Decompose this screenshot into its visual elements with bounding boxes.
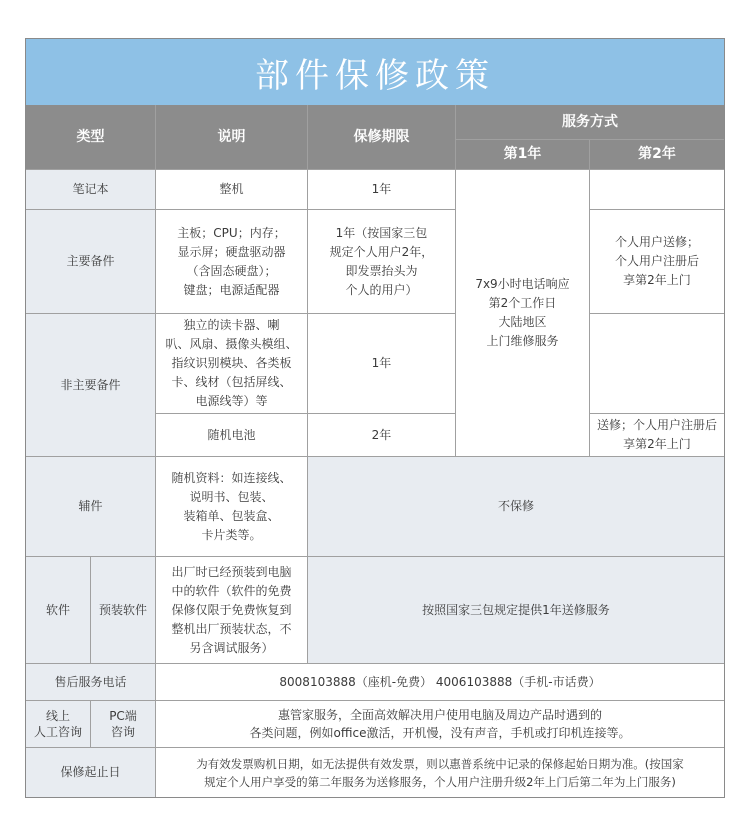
row-software-subtype: 预装软件 [91,557,156,664]
row-notebook-period: 1年 [308,170,456,210]
row-battery-year-2: 送修；个人用户注册后 享第2年上门 [590,414,724,457]
header-service-method: 服务方式 [456,105,724,140]
row-main-parts-year-2: 个人用户送修； 个人用户注册后 享第2年上门 [590,210,724,314]
row-battery-period: 2年 [308,414,456,457]
row-accessories-description: 随机资料：如连接线、 说明书、包装、 装箱单、包装盒、 卡片类等。 [156,457,308,557]
row-hotline-value: 8008103888（座机-免费） 4006103888（手机-市话费） [156,664,724,701]
row-main-parts-period: 1年（按国家三包 规定个人用户2年， 即发票抬头为 个人的用户） [308,210,456,314]
row-software-description: 出厂时已经预装到电脑 中的软件（软件的免费 保修仅限于免费恢复到 整机出厂预装状态，不 另含调试服务） [156,557,308,664]
header-description: 说明 [156,105,308,170]
row-main-parts-description: 主板；CPU；内存； 显示屏；硬盘驱动器 （含固态硬盘）； 键盘；电源适配器 [156,210,308,314]
row-notebook-description: 整机 [156,170,308,210]
header-year-2: 第2年 [590,140,724,170]
page-title: 部件保修政策 [26,39,724,105]
row-main-parts-type: 主要备件 [26,210,156,314]
row-notebook-year-2 [590,170,724,210]
row-online-value: 惠管家服务，全面高效解决用户使用电脑及周边产品时遇到的 各类问题，例如office激活，开机慢，没有声音，手机或打印机连接等。 [156,701,724,748]
row-accessories-service: 不保修 [308,457,724,557]
row-software-type: 软件 [26,557,91,664]
warranty-policy-table [25,38,725,798]
row-accessories-type: 辅件 [26,457,156,557]
header-warranty-period: 保修期限 [308,105,456,170]
row-start-type: 保修起止日 [26,748,156,797]
row-software-service: 按照国家三包规定提供1年送修服务 [308,557,724,664]
row-notebook-type: 笔记本 [26,170,156,210]
row-non-main-parts-period: 1年 [308,314,456,414]
row-online-type: 线上 人工咨询 [26,701,91,748]
row-non-main-parts-description: 独立的读卡器、喇 叭、风扇、摄像头模组、 指纹识别模块、各类板 卡、线材（包括屏线、 电源线等）等 [156,314,308,414]
row-non-main-parts-type: 非主要备件 [26,314,156,457]
service-year-1: 7x9小时电话响应 第2个工作日 大陆地区 上门维修服务 [456,170,590,457]
row-hotline-type: 售后服务电话 [26,664,156,701]
row-start-value: 为有效发票购机日期，如无法提供有效发票，则以惠普系统中记录的保修起始日期为准。(按国家 规定个人用户享受的第二年服务为送修服务，个人用户注册升级2年上门后第二年为上门服务) [156,748,724,797]
header-year-1: 第1年 [456,140,590,170]
row-non-main-parts-year-2 [590,314,724,414]
header-type: 类型 [26,105,156,170]
row-online-subtype: PC端 咨询 [91,701,156,748]
row-battery-description: 随机电池 [156,414,308,457]
